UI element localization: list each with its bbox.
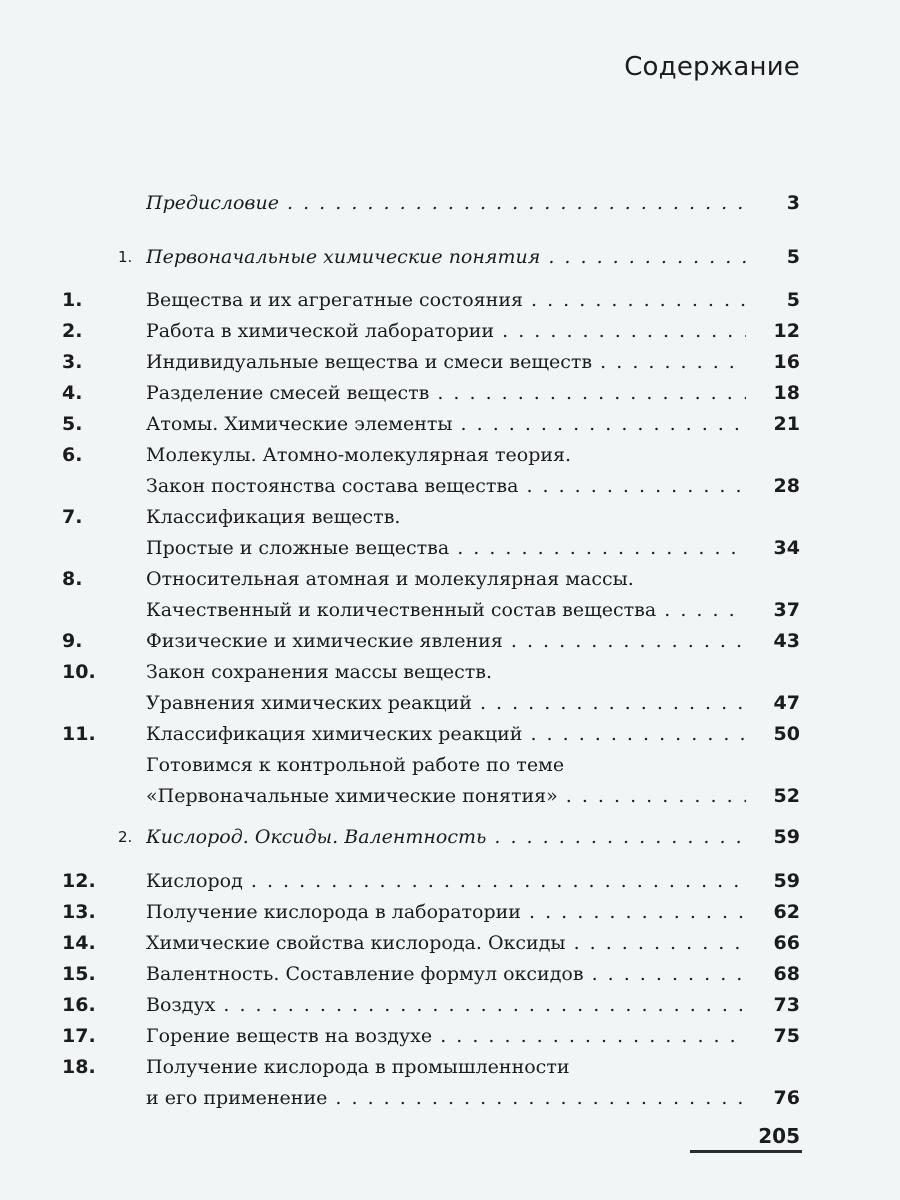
toc-page-number: 59 <box>773 826 800 848</box>
toc-entry-text: Химические свойства кислорода. Оксиды . . . <box>146 928 746 958</box>
toc-entry-text-cont: Простые и сложные вещества . . . <box>146 533 746 563</box>
toc-item-number: 2. <box>62 320 83 342</box>
toc-page-number: 68 <box>773 963 800 985</box>
toc-item-15[interactable] <box>0 959 900 989</box>
toc-page-number: 12 <box>773 320 800 342</box>
toc-item-4[interactable] <box>0 378 900 408</box>
toc-entry-text: Предисловие . . . <box>146 188 746 218</box>
toc-review-cont[interactable] <box>0 781 900 811</box>
toc-page-number: 75 <box>773 1025 800 1047</box>
toc-item-18[interactable] <box>0 1052 900 1082</box>
toc-item-5[interactable] <box>0 409 900 439</box>
toc-page-number: 76 <box>773 1087 800 1109</box>
toc-item-7[interactable] <box>0 502 900 532</box>
toc-item-6-cont[interactable] <box>0 471 900 501</box>
toc-entry-text: Готовимся к контрольной работе по теме <box>146 754 565 776</box>
toc-page-number: 52 <box>773 785 800 807</box>
toc-page-number: 16 <box>773 351 800 373</box>
toc-item-number: 14. <box>62 932 96 954</box>
toc-preface[interactable] <box>0 188 900 218</box>
toc-item-number: 8. <box>62 568 83 590</box>
toc-item-number: 9. <box>62 630 83 652</box>
toc-entry-text: Получение кислорода в лаборатории . . . <box>146 897 746 927</box>
toc-page-number: 3 <box>786 192 800 214</box>
toc-item-8[interactable] <box>0 564 900 594</box>
toc-item-18-cont[interactable] <box>0 1083 900 1113</box>
toc-page-number: 62 <box>773 901 800 923</box>
toc-item-9[interactable] <box>0 626 900 656</box>
toc-chapter-1[interactable] <box>0 242 900 272</box>
toc-item-8-cont[interactable] <box>0 595 900 625</box>
toc-item-number: 15. <box>62 963 96 985</box>
toc-item-number: 1. <box>62 289 83 311</box>
toc-page-number: 59 <box>773 870 800 892</box>
page-title: Содержание <box>624 52 800 82</box>
toc-entry-text: Классификация химических реакций . . . <box>146 719 746 749</box>
toc-item-13[interactable] <box>0 897 900 927</box>
toc-page-number: 18 <box>773 382 800 404</box>
toc-page-number: 21 <box>773 413 800 435</box>
toc-entry-text: Атомы. Химические элементы . . . <box>146 409 746 439</box>
toc-item-12[interactable] <box>0 866 900 896</box>
toc-page-number: 73 <box>773 994 800 1016</box>
page-folio-number: 205 <box>758 1124 800 1148</box>
toc-page-number: 50 <box>773 723 800 745</box>
toc-entry-text: Классификация веществ. <box>146 506 401 528</box>
toc-page-number: 5 <box>786 246 800 268</box>
toc-item-17[interactable] <box>0 1021 900 1051</box>
toc-item-11[interactable] <box>0 719 900 749</box>
chapter-title: Первоначальные химические понятия . . . <box>146 242 746 272</box>
toc-item-number: 6. <box>62 444 83 466</box>
toc-page-number: 47 <box>773 692 800 714</box>
toc-item-number: 4. <box>62 382 83 404</box>
toc-entry-text: Индивидуальные вещества и смеси веществ . . . <box>146 347 746 377</box>
toc-item-10-cont[interactable] <box>0 688 900 718</box>
toc-item-number: 5. <box>62 413 83 435</box>
toc-page-number: 66 <box>773 932 800 954</box>
toc-item-14[interactable] <box>0 928 900 958</box>
chapter-number: 2. <box>118 828 133 846</box>
toc-entry-text: Физические и химические явления . . . <box>146 626 746 656</box>
toc-item-number: 12. <box>62 870 96 892</box>
toc-entry-text: Горение веществ на воздухе . . . <box>146 1021 746 1051</box>
toc-item-number: 11. <box>62 723 96 745</box>
toc-entry-text: Кислород . . . <box>146 866 746 896</box>
toc-item-number: 18. <box>62 1056 96 1078</box>
toc-entry-text-cont: Качественный и количественный состав вещества . . . <box>146 595 746 625</box>
toc-item-number: 10. <box>62 661 96 683</box>
toc-page-number: 43 <box>773 630 800 652</box>
toc-page-number: 28 <box>773 475 800 497</box>
footer-rule <box>690 1150 802 1153</box>
toc-item-10[interactable] <box>0 657 900 687</box>
toc-item-number: 17. <box>62 1025 96 1047</box>
toc-entry-text: Относительная атомная и молекулярная массы. <box>146 568 634 590</box>
toc-chapter-2[interactable] <box>0 822 900 852</box>
chapter-title: Кислород. Оксиды. Валентность . . . <box>146 822 746 852</box>
toc-entry-text: Вещества и их агрегатные состояния . . . <box>146 285 746 315</box>
toc-item-7-cont[interactable] <box>0 533 900 563</box>
toc-entry-text-cont: «Первоначальные химические понятия» . . . <box>146 781 746 811</box>
toc-item-2[interactable] <box>0 316 900 346</box>
toc-entry-text: Получение кислорода в промышленности <box>146 1056 570 1078</box>
toc-entry-text: Воздух . . . <box>146 990 746 1020</box>
toc-entry-text: Валентность. Составление формул оксидов . . . <box>146 959 746 989</box>
toc-entry-text: Разделение смесей веществ . . . <box>146 378 746 408</box>
toc-item-number: 16. <box>62 994 96 1016</box>
toc-item-3[interactable] <box>0 347 900 377</box>
toc-item-16[interactable] <box>0 990 900 1020</box>
chapter-number: 1. <box>118 248 133 266</box>
toc-item-6[interactable] <box>0 440 900 470</box>
toc-item-number: 7. <box>62 506 83 528</box>
toc-item-number: 3. <box>62 351 83 373</box>
toc-item-number: 13. <box>62 901 96 923</box>
toc-entry-text: Молекулы. Атомно-молекулярная теория. <box>146 444 572 466</box>
toc-page-number: 37 <box>773 599 800 621</box>
toc-entry-text-cont: и его применение . . . <box>146 1083 746 1113</box>
toc-entry-text-cont: Закон постоянства состава вещества . . . <box>146 471 746 501</box>
toc-entry-text: Работа в химической лаборатории . . . <box>146 316 746 346</box>
toc-item-1[interactable] <box>0 285 900 315</box>
toc-entry-text-cont: Уравнения химических реакций . . . <box>146 688 746 718</box>
toc-entry-text: Закон сохранения массы веществ. <box>146 661 493 683</box>
toc-page-number: 34 <box>773 537 800 559</box>
toc-page-number: 5 <box>786 289 800 311</box>
toc-review[interactable] <box>0 750 900 780</box>
